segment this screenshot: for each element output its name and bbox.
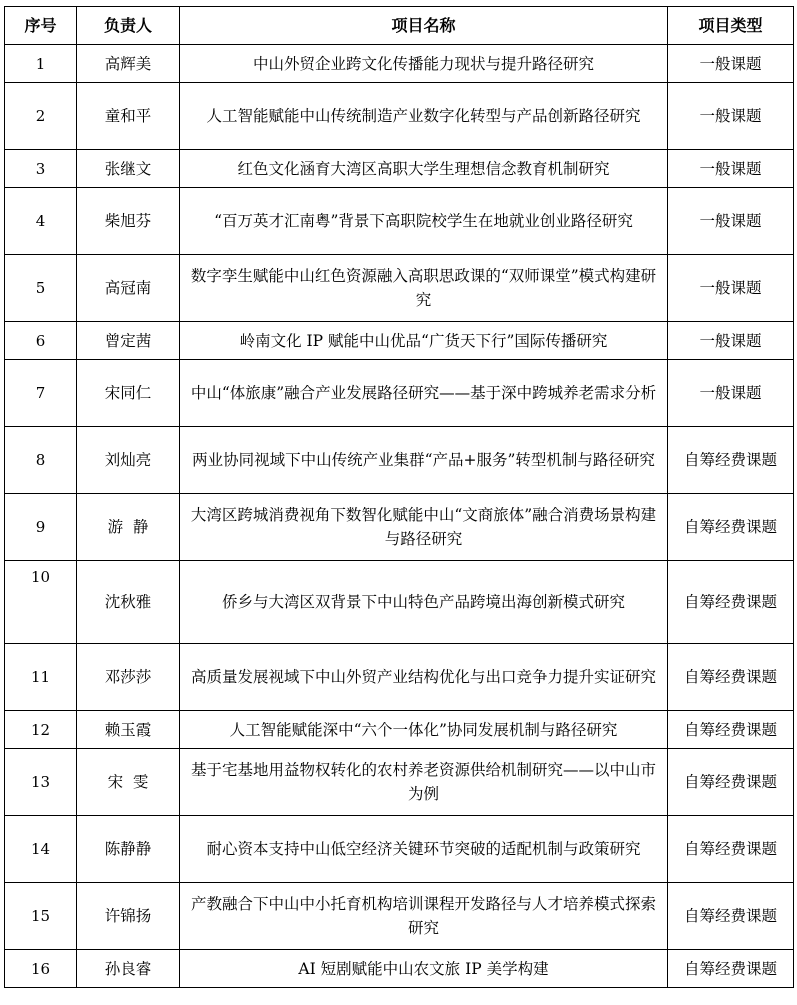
row-no: 3	[5, 150, 77, 188]
table-row	[5, 711, 794, 749]
row-title: 产教融合下中山中小托育机构培训课程开发路径与人才培养模式探索研究	[180, 883, 668, 950]
row-no: 2	[5, 83, 77, 150]
row-title: AI 短剧赋能中山农文旅 IP 美学构建	[180, 950, 668, 988]
row-no: 5	[5, 255, 77, 322]
row-title: 红色文化涵育大湾区高职大学生理想信念教育机制研究	[180, 150, 668, 188]
row-no: 10	[5, 561, 77, 644]
row-no: 7	[5, 360, 77, 427]
row-no: 16	[5, 950, 77, 988]
row-title: “百万英才汇南粤”背景下高职院校学生在地就业创业路径研究	[180, 188, 668, 255]
row-leader: 刘灿亮	[77, 427, 180, 494]
row-leader: 宋同仁	[77, 360, 180, 427]
row-leader: 高辉美	[77, 45, 180, 83]
table-row	[5, 644, 794, 711]
row-type: 一般课题	[668, 45, 794, 83]
table-row	[5, 427, 794, 494]
row-no: 15	[5, 883, 77, 950]
row-leader: 宋 雯	[77, 749, 180, 816]
row-type: 自筹经费课题	[668, 883, 794, 950]
row-title: 两业协同视域下中山传统产业集群“产品+服务”转型机制与路径研究	[180, 427, 668, 494]
row-title: 岭南文化 IP 赋能中山优品“广货天下行”国际传播研究	[180, 322, 668, 360]
header-title: 项目名称	[180, 7, 668, 45]
table-row	[5, 45, 794, 83]
row-type: 一般课题	[668, 83, 794, 150]
row-type: 自筹经费课题	[668, 644, 794, 711]
row-leader: 曾定茜	[77, 322, 180, 360]
row-title: 大湾区跨城消费视角下数智化赋能中山“文商旅体”融合消费场景构建与路径研究	[180, 494, 668, 561]
table-row	[5, 83, 794, 150]
row-no: 12	[5, 711, 77, 749]
row-no: 14	[5, 816, 77, 883]
row-leader: 游 静	[77, 494, 180, 561]
row-type: 自筹经费课题	[668, 494, 794, 561]
row-title: 数字孪生赋能中山红色资源融入高职思政课的“双师课堂”模式构建研究	[180, 255, 668, 322]
header-type: 项目类型	[668, 7, 794, 45]
row-leader: 孙良睿	[77, 950, 180, 988]
row-title: 侨乡与大湾区双背景下中山特色产品跨境出海创新模式研究	[180, 561, 668, 644]
table-row	[5, 561, 794, 644]
row-leader: 沈秋雅	[77, 561, 180, 644]
table-row	[5, 494, 794, 561]
row-leader: 邓莎莎	[77, 644, 180, 711]
table-row	[5, 188, 794, 255]
table-row	[5, 255, 794, 322]
row-leader: 陈静静	[77, 816, 180, 883]
row-type: 一般课题	[668, 150, 794, 188]
row-leader: 赖玉霞	[77, 711, 180, 749]
table-row	[5, 360, 794, 427]
row-leader: 童和平	[77, 83, 180, 150]
row-no: 8	[5, 427, 77, 494]
row-leader: 高冠南	[77, 255, 180, 322]
row-type: 自筹经费课题	[668, 816, 794, 883]
row-no: 1	[5, 45, 77, 83]
row-leader: 张继文	[77, 150, 180, 188]
row-title: 人工智能赋能深中“六个一体化”协同发展机制与路径研究	[180, 711, 668, 749]
row-title: 中山外贸企业跨文化传播能力现状与提升路径研究	[180, 45, 668, 83]
table-row	[5, 749, 794, 816]
project-table	[4, 6, 794, 988]
row-type: 一般课题	[668, 360, 794, 427]
row-type: 自筹经费课题	[668, 561, 794, 644]
row-no: 4	[5, 188, 77, 255]
row-no: 6	[5, 322, 77, 360]
table-row	[5, 883, 794, 950]
header-no: 序号	[5, 7, 77, 45]
table-row	[5, 150, 794, 188]
row-leader: 许锦扬	[77, 883, 180, 950]
table-row	[5, 950, 794, 988]
header-row	[5, 7, 794, 45]
row-type: 自筹经费课题	[668, 950, 794, 988]
row-type: 自筹经费课题	[668, 749, 794, 816]
row-title: 人工智能赋能中山传统制造产业数字化转型与产品创新路径研究	[180, 83, 668, 150]
row-no: 11	[5, 644, 77, 711]
row-title: 耐心资本支持中山低空经济关键环节突破的适配机制与政策研究	[180, 816, 668, 883]
row-type: 一般课题	[668, 255, 794, 322]
row-type: 自筹经费课题	[668, 427, 794, 494]
row-title: 基于宅基地用益物权转化的农村养老资源供给机制研究——以中山市为例	[180, 749, 668, 816]
header-leader: 负责人	[77, 7, 180, 45]
row-no: 13	[5, 749, 77, 816]
row-type: 自筹经费课题	[668, 711, 794, 749]
row-title: 中山“体旅康”融合产业发展路径研究——基于深中跨城养老需求分析	[180, 360, 668, 427]
row-title: 高质量发展视域下中山外贸产业结构优化与出口竞争力提升实证研究	[180, 644, 668, 711]
row-type: 一般课题	[668, 188, 794, 255]
row-no: 9	[5, 494, 77, 561]
row-type: 一般课题	[668, 322, 794, 360]
row-leader: 柴旭芬	[77, 188, 180, 255]
table-row	[5, 322, 794, 360]
table-row	[5, 816, 794, 883]
